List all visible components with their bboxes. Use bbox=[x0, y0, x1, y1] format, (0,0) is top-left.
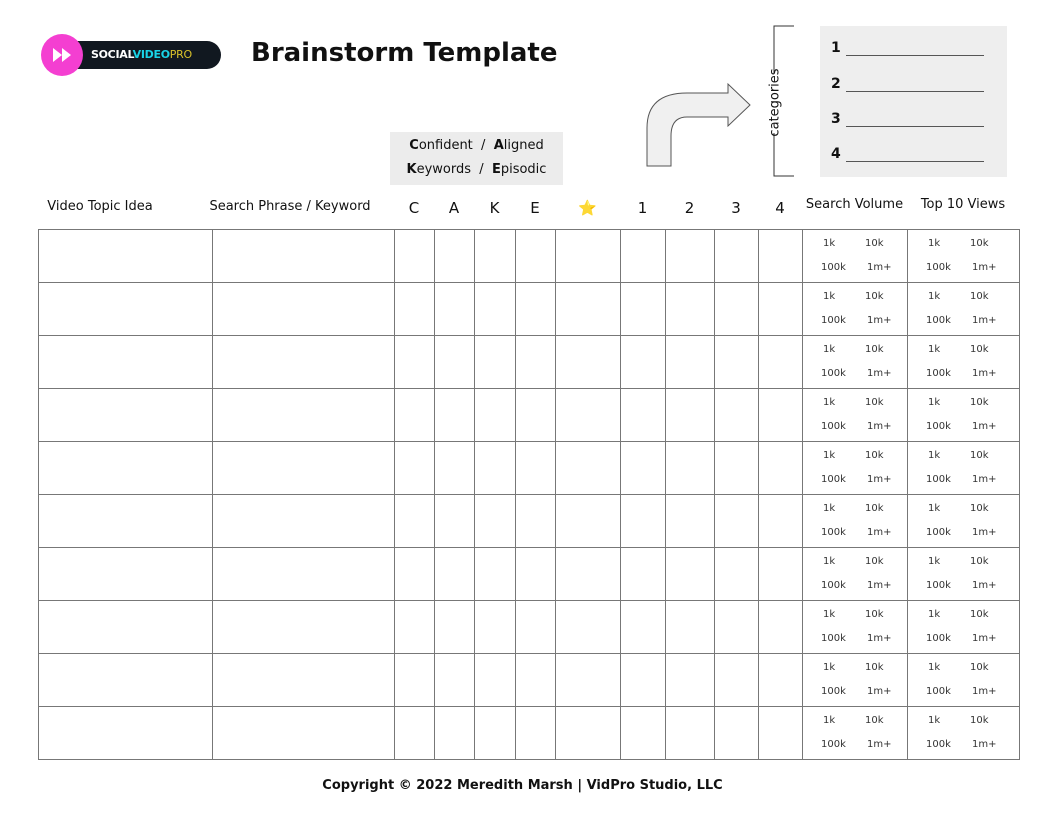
cell-input[interactable] bbox=[39, 707, 213, 760]
cell-input[interactable] bbox=[395, 283, 435, 336]
volume-option[interactable]: 100k bbox=[821, 580, 846, 591]
cell-input[interactable] bbox=[556, 654, 621, 707]
volume-option[interactable]: 1k bbox=[928, 291, 941, 302]
table-row bbox=[39, 601, 1020, 654]
cell-input[interactable] bbox=[475, 548, 516, 601]
volume-option[interactable]: 1k bbox=[823, 556, 836, 567]
volume-option[interactable]: 100k bbox=[926, 368, 951, 379]
volume-option[interactable]: 100k bbox=[926, 633, 951, 644]
volume-option[interactable]: 1k bbox=[823, 397, 836, 408]
cell-input[interactable] bbox=[213, 548, 395, 601]
volume-option[interactable]: 10k bbox=[865, 609, 884, 620]
volume-option[interactable]: 1m+ bbox=[867, 527, 892, 538]
cell-input[interactable] bbox=[666, 283, 715, 336]
cell-input[interactable] bbox=[395, 442, 435, 495]
cell-input[interactable] bbox=[715, 442, 759, 495]
volume-option[interactable]: 10k bbox=[865, 291, 884, 302]
volume-option[interactable]: 100k bbox=[821, 368, 846, 379]
top-views-cell[interactable] bbox=[908, 442, 1020, 495]
cell-input[interactable] bbox=[39, 283, 213, 336]
cell-input[interactable] bbox=[39, 336, 213, 389]
volume-option[interactable]: 100k bbox=[926, 739, 951, 750]
cell-input[interactable] bbox=[435, 336, 475, 389]
cell-input[interactable] bbox=[759, 495, 803, 548]
cell-input[interactable] bbox=[516, 601, 556, 654]
column-header: Video Topic Idea bbox=[47, 199, 153, 214]
category-3-field[interactable] bbox=[846, 112, 984, 127]
volume-option[interactable]: 1k bbox=[823, 450, 836, 461]
volume-option[interactable]: 1k bbox=[823, 715, 836, 726]
cell-input[interactable] bbox=[213, 654, 395, 707]
cell-input[interactable] bbox=[715, 495, 759, 548]
cell-input[interactable] bbox=[435, 707, 475, 760]
volume-option[interactable]: 100k bbox=[821, 633, 846, 644]
cell-input[interactable] bbox=[666, 707, 715, 760]
volume-option[interactable]: 1m+ bbox=[867, 315, 892, 326]
column-header: E bbox=[530, 199, 540, 217]
cell-input[interactable] bbox=[516, 336, 556, 389]
top-views-cell[interactable] bbox=[908, 707, 1020, 760]
search-volume-cell[interactable] bbox=[803, 230, 908, 283]
volume-option[interactable]: 100k bbox=[926, 315, 951, 326]
table-row bbox=[39, 707, 1020, 760]
cell-input[interactable] bbox=[435, 654, 475, 707]
cell-input[interactable] bbox=[395, 336, 435, 389]
top-views-cell[interactable] bbox=[908, 389, 1020, 442]
volume-option[interactable]: 1m+ bbox=[972, 421, 997, 432]
cell-input[interactable] bbox=[759, 654, 803, 707]
volume-option[interactable]: 10k bbox=[970, 662, 989, 673]
cell-input[interactable] bbox=[395, 389, 435, 442]
cell-input[interactable] bbox=[475, 601, 516, 654]
volume-option[interactable]: 1k bbox=[928, 715, 941, 726]
volume-option[interactable]: 10k bbox=[865, 503, 884, 514]
curved-arrow-icon bbox=[640, 80, 755, 170]
volume-option[interactable]: 1k bbox=[823, 609, 836, 620]
cell-input[interactable] bbox=[556, 283, 621, 336]
cell-input[interactable] bbox=[759, 283, 803, 336]
cell-input[interactable] bbox=[39, 230, 213, 283]
top-views-cell[interactable] bbox=[908, 283, 1020, 336]
cell-input[interactable] bbox=[213, 230, 395, 283]
search-volume-cell[interactable] bbox=[803, 389, 908, 442]
volume-option[interactable]: 1k bbox=[823, 662, 836, 673]
cell-input[interactable] bbox=[435, 389, 475, 442]
volume-option[interactable]: 10k bbox=[865, 715, 884, 726]
volume-option[interactable]: 10k bbox=[970, 609, 989, 620]
logo: SOCIALVIDEOPRO bbox=[41, 34, 221, 76]
cell-input[interactable] bbox=[213, 707, 395, 760]
cell-input[interactable] bbox=[475, 389, 516, 442]
volume-option[interactable]: 100k bbox=[821, 686, 846, 697]
cell-input[interactable] bbox=[435, 548, 475, 601]
cell-input[interactable] bbox=[213, 495, 395, 548]
cell-input[interactable] bbox=[213, 442, 395, 495]
cell-input[interactable] bbox=[666, 389, 715, 442]
cell-input[interactable] bbox=[395, 601, 435, 654]
cell-input[interactable] bbox=[556, 389, 621, 442]
volume-option[interactable]: 1k bbox=[928, 344, 941, 355]
column-header: 2 bbox=[684, 199, 695, 217]
volume-option[interactable]: 100k bbox=[926, 421, 951, 432]
cell-input[interactable] bbox=[621, 548, 666, 601]
volume-option[interactable]: 1m+ bbox=[972, 315, 997, 326]
volume-option[interactable]: 10k bbox=[865, 397, 884, 408]
cell-input[interactable] bbox=[666, 654, 715, 707]
volume-option[interactable]: 10k bbox=[970, 238, 989, 249]
cell-input[interactable] bbox=[475, 495, 516, 548]
cell-input[interactable] bbox=[435, 495, 475, 548]
volume-option[interactable]: 100k bbox=[821, 739, 846, 750]
cell-input[interactable] bbox=[556, 707, 621, 760]
volume-option[interactable]: 1m+ bbox=[867, 633, 892, 644]
cell-input[interactable] bbox=[475, 336, 516, 389]
cell-input[interactable] bbox=[759, 548, 803, 601]
table-row bbox=[39, 442, 1020, 495]
volume-option[interactable]: 1m+ bbox=[867, 686, 892, 697]
volume-option[interactable]: 100k bbox=[821, 262, 846, 273]
volume-option[interactable]: 1m+ bbox=[867, 474, 892, 485]
cell-input[interactable] bbox=[395, 707, 435, 760]
table-row bbox=[39, 548, 1020, 601]
column-header: 3 bbox=[731, 199, 741, 217]
cell-input[interactable] bbox=[39, 442, 213, 495]
volume-option[interactable]: 1m+ bbox=[867, 580, 892, 591]
volume-option[interactable]: 100k bbox=[926, 474, 951, 485]
cell-input[interactable] bbox=[516, 548, 556, 601]
volume-option[interactable]: 1k bbox=[823, 344, 836, 355]
cell-input[interactable] bbox=[39, 389, 213, 442]
cell-input[interactable] bbox=[435, 601, 475, 654]
cell-input[interactable] bbox=[516, 495, 556, 548]
cell-input[interactable] bbox=[213, 283, 395, 336]
volume-option[interactable]: 1m+ bbox=[972, 474, 997, 485]
cake-legend: Confident / Aligned Keywords / Episodic bbox=[390, 132, 563, 185]
top-views-cell[interactable] bbox=[908, 336, 1020, 389]
cell-input[interactable] bbox=[39, 601, 213, 654]
cell-input[interactable] bbox=[516, 442, 556, 495]
cell-input[interactable] bbox=[39, 495, 213, 548]
cell-input[interactable] bbox=[39, 654, 213, 707]
brainstorm-table bbox=[38, 229, 1020, 760]
cell-input[interactable] bbox=[556, 548, 621, 601]
search-volume-cell[interactable] bbox=[803, 495, 908, 548]
cell-input[interactable] bbox=[621, 283, 666, 336]
volume-option[interactable]: 10k bbox=[970, 344, 989, 355]
volume-option[interactable]: 1k bbox=[928, 609, 941, 620]
volume-option[interactable]: 100k bbox=[821, 474, 846, 485]
volume-option[interactable]: 100k bbox=[926, 262, 951, 273]
cell-input[interactable] bbox=[621, 495, 666, 548]
search-volume-cell[interactable] bbox=[803, 707, 908, 760]
cell-input[interactable] bbox=[556, 336, 621, 389]
volume-option[interactable]: 1k bbox=[928, 556, 941, 567]
cell-input[interactable] bbox=[39, 548, 213, 601]
cell-input[interactable] bbox=[621, 442, 666, 495]
cell-input[interactable] bbox=[475, 283, 516, 336]
cell-input[interactable] bbox=[666, 336, 715, 389]
cell-input[interactable] bbox=[516, 707, 556, 760]
cell-input[interactable] bbox=[213, 336, 395, 389]
cell-input[interactable] bbox=[556, 230, 621, 283]
cell-input[interactable] bbox=[395, 548, 435, 601]
volume-option[interactable]: 1k bbox=[928, 503, 941, 514]
volume-option[interactable]: 100k bbox=[926, 686, 951, 697]
volume-option[interactable]: 10k bbox=[970, 556, 989, 567]
cell-input[interactable] bbox=[621, 336, 666, 389]
cell-input[interactable] bbox=[516, 389, 556, 442]
volume-option[interactable]: 100k bbox=[821, 421, 846, 432]
volume-option[interactable]: 1m+ bbox=[867, 368, 892, 379]
volume-option[interactable]: 10k bbox=[865, 238, 884, 249]
cell-input[interactable] bbox=[759, 601, 803, 654]
cell-input[interactable] bbox=[435, 442, 475, 495]
cell-input[interactable] bbox=[759, 389, 803, 442]
cell-input[interactable] bbox=[621, 389, 666, 442]
cell-input[interactable] bbox=[759, 707, 803, 760]
volume-option[interactable]: 10k bbox=[865, 662, 884, 673]
table-row bbox=[39, 389, 1020, 442]
top-views-cell[interactable] bbox=[908, 601, 1020, 654]
volume-option[interactable]: 1k bbox=[928, 662, 941, 673]
volume-option[interactable]: 10k bbox=[970, 715, 989, 726]
cell-input[interactable] bbox=[435, 283, 475, 336]
cell-input[interactable] bbox=[213, 389, 395, 442]
top-views-cell[interactable] bbox=[908, 654, 1020, 707]
category-1-field[interactable] bbox=[846, 41, 984, 56]
cell-input[interactable] bbox=[715, 283, 759, 336]
cell-input[interactable] bbox=[666, 442, 715, 495]
volume-option[interactable]: 10k bbox=[970, 291, 989, 302]
category-4-field[interactable] bbox=[846, 147, 984, 162]
search-volume-cell[interactable] bbox=[803, 336, 908, 389]
cell-input[interactable] bbox=[666, 601, 715, 654]
volume-option[interactable]: 10k bbox=[865, 556, 884, 567]
cell-input[interactable] bbox=[715, 389, 759, 442]
volume-option[interactable]: 1m+ bbox=[972, 368, 997, 379]
cell-input[interactable] bbox=[666, 548, 715, 601]
column-header: Search Phrase / Keyword bbox=[209, 199, 371, 214]
top-views-cell[interactable] bbox=[908, 548, 1020, 601]
cell-input[interactable] bbox=[556, 442, 621, 495]
table-row bbox=[39, 495, 1020, 548]
cell-input[interactable] bbox=[475, 230, 516, 283]
volume-option[interactable]: 1m+ bbox=[972, 580, 997, 591]
volume-option[interactable]: 100k bbox=[926, 527, 951, 538]
cell-input[interactable] bbox=[516, 230, 556, 283]
volume-option[interactable]: 100k bbox=[821, 315, 846, 326]
cell-input[interactable] bbox=[395, 230, 435, 283]
cell-input[interactable] bbox=[621, 654, 666, 707]
cell-input[interactable] bbox=[715, 601, 759, 654]
categories-box: 1 2 3 4 bbox=[820, 26, 1007, 177]
volume-option[interactable]: 100k bbox=[926, 580, 951, 591]
column-header: 4 bbox=[775, 199, 785, 217]
top-views-cell[interactable] bbox=[908, 495, 1020, 548]
volume-option[interactable]: 10k bbox=[865, 450, 884, 461]
table-row bbox=[39, 230, 1020, 283]
cell-input[interactable] bbox=[475, 654, 516, 707]
cell-input[interactable] bbox=[621, 707, 666, 760]
volume-option[interactable]: 10k bbox=[970, 503, 989, 514]
column-header: 1 bbox=[637, 199, 648, 217]
cell-input[interactable] bbox=[475, 442, 516, 495]
volume-option[interactable]: 1k bbox=[928, 397, 941, 408]
copyright: Copyright © 2022 Meredith Marsh | VidPro Studio, LLC bbox=[322, 778, 723, 793]
volume-option[interactable]: 1m+ bbox=[972, 527, 997, 538]
volume-option[interactable]: 1m+ bbox=[867, 421, 892, 432]
volume-option[interactable]: 1k bbox=[823, 238, 836, 249]
column-header: Top 10 Views bbox=[920, 197, 1006, 212]
volume-option[interactable]: 1m+ bbox=[972, 739, 997, 750]
search-volume-cell[interactable] bbox=[803, 601, 908, 654]
cell-input[interactable] bbox=[715, 230, 759, 283]
cell-input[interactable] bbox=[556, 601, 621, 654]
search-volume-cell[interactable] bbox=[803, 654, 908, 707]
cell-input[interactable] bbox=[759, 230, 803, 283]
volume-option[interactable]: 10k bbox=[970, 450, 989, 461]
cell-input[interactable] bbox=[759, 336, 803, 389]
volume-option[interactable]: 1m+ bbox=[972, 686, 997, 697]
volume-option[interactable]: 1k bbox=[928, 450, 941, 461]
top-views-cell[interactable] bbox=[908, 230, 1020, 283]
page-title: Brainstorm Template bbox=[251, 38, 558, 68]
cell-input[interactable] bbox=[395, 654, 435, 707]
cell-input[interactable] bbox=[621, 601, 666, 654]
cell-input[interactable] bbox=[715, 548, 759, 601]
cell-input[interactable] bbox=[666, 230, 715, 283]
volume-option[interactable]: 1m+ bbox=[867, 739, 892, 750]
volume-option[interactable]: 10k bbox=[865, 344, 884, 355]
category-2-field[interactable] bbox=[846, 77, 984, 92]
cell-input[interactable] bbox=[395, 495, 435, 548]
volume-option[interactable]: 1m+ bbox=[867, 262, 892, 273]
cell-input[interactable] bbox=[516, 283, 556, 336]
cell-input[interactable] bbox=[475, 707, 516, 760]
categories-label: categories bbox=[767, 68, 783, 137]
search-volume-cell[interactable] bbox=[803, 442, 908, 495]
cell-input[interactable] bbox=[666, 495, 715, 548]
column-header: ⭐ bbox=[578, 199, 597, 217]
volume-option[interactable]: 1k bbox=[823, 503, 836, 514]
cell-input[interactable] bbox=[516, 654, 556, 707]
table-row bbox=[39, 654, 1020, 707]
volume-option[interactable]: 1k bbox=[928, 238, 941, 249]
cell-input[interactable] bbox=[213, 601, 395, 654]
table-row bbox=[39, 336, 1020, 389]
cell-input[interactable] bbox=[715, 336, 759, 389]
cell-input[interactable] bbox=[715, 707, 759, 760]
search-volume-cell[interactable] bbox=[803, 548, 908, 601]
column-header: C bbox=[408, 199, 420, 217]
cell-input[interactable] bbox=[715, 654, 759, 707]
cell-input[interactable] bbox=[621, 230, 666, 283]
search-volume-cell[interactable] bbox=[803, 283, 908, 336]
column-header: A bbox=[448, 199, 460, 217]
cell-input[interactable] bbox=[759, 442, 803, 495]
table-row bbox=[39, 283, 1020, 336]
cell-input[interactable] bbox=[435, 230, 475, 283]
cell-input[interactable] bbox=[556, 495, 621, 548]
fast-forward-icon bbox=[41, 34, 83, 76]
volume-option[interactable]: 1m+ bbox=[972, 262, 997, 273]
volume-option[interactable]: 100k bbox=[821, 527, 846, 538]
volume-option[interactable]: 1m+ bbox=[972, 633, 997, 644]
volume-option[interactable]: 10k bbox=[970, 397, 989, 408]
volume-option[interactable]: 1k bbox=[823, 291, 836, 302]
column-header: Search Volume bbox=[805, 197, 904, 212]
column-header: K bbox=[489, 199, 500, 217]
